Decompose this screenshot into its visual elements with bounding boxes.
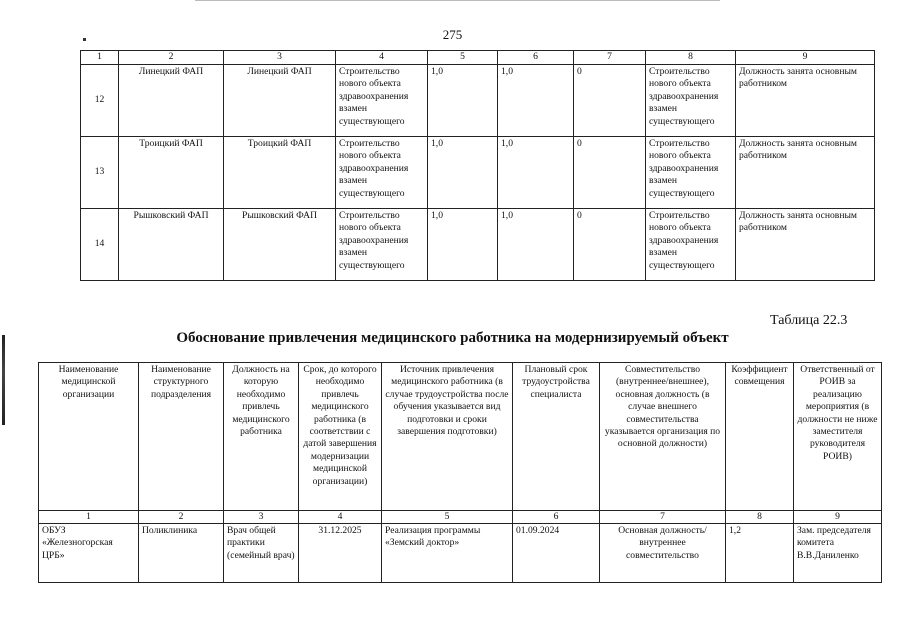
org-name: Линецкий ФАП bbox=[119, 65, 224, 137]
unit-name: Линецкий ФАП bbox=[224, 65, 336, 137]
table-row bbox=[81, 137, 875, 209]
staffing-table bbox=[38, 362, 882, 583]
column-number-row bbox=[81, 51, 875, 65]
scan-binding-mark bbox=[2, 335, 5, 425]
column-header: Наименование структурного подразделения bbox=[139, 363, 224, 511]
table-row bbox=[39, 524, 882, 583]
col-num: 3 bbox=[224, 51, 336, 65]
value-cell: 1,0 bbox=[428, 209, 498, 281]
page-number: 275 bbox=[442, 27, 463, 42]
combination-cell: Основная должность/внутреннее совместительство bbox=[600, 524, 726, 583]
row-number: 12 bbox=[81, 65, 119, 137]
value-cell: 0 bbox=[574, 209, 646, 281]
col-num: 9 bbox=[736, 51, 875, 65]
column-header: Совместительство (внутреннее/внешнее), основная должность (в случае внешнего совместительства указывается организация по основной должности) bbox=[600, 363, 726, 511]
column-number-row bbox=[39, 511, 882, 524]
col-num: 4 bbox=[299, 511, 382, 524]
header-row bbox=[39, 363, 882, 511]
col-num: 2 bbox=[139, 511, 224, 524]
status-cell: Должность занята основным работником bbox=[736, 65, 875, 137]
source-cell: Реализация программы «Земский доктор» bbox=[382, 524, 513, 583]
col-num: 6 bbox=[498, 51, 574, 65]
row-number: 13 bbox=[81, 137, 119, 209]
table-title: Обоснование привлечения медицинского работника на модернизируемый объект bbox=[176, 330, 729, 346]
col-num: 6 bbox=[513, 511, 600, 524]
value-cell: 1,0 bbox=[428, 137, 498, 209]
column-header: Коэффициент совмещения bbox=[726, 363, 794, 511]
measure-cell: Строительство нового объекта здравоохранения взамен существующего bbox=[646, 65, 736, 137]
responsible-cell: Зам. председателя комитета В.В.Даниленко bbox=[794, 524, 882, 583]
facilities-table bbox=[80, 50, 875, 281]
status-cell: Должность занята основным работником bbox=[736, 209, 875, 281]
value-cell: 1,0 bbox=[498, 137, 574, 209]
measure-cell: Строительство нового объекта здравоохранения взамен существующего bbox=[646, 209, 736, 281]
col-num: 2 bbox=[119, 51, 224, 65]
col-num: 4 bbox=[336, 51, 428, 65]
col-num: 1 bbox=[81, 51, 119, 65]
col-num: 1 bbox=[39, 511, 139, 524]
col-num: 9 bbox=[794, 511, 882, 524]
measure-cell: Строительство нового объекта здравоохранения взамен существующего bbox=[336, 209, 428, 281]
measure-cell: Строительство нового объекта здравоохранения взамен существующего bbox=[646, 137, 736, 209]
column-header: Срок, до которого необходимо привлечь медицинского работника (в соответствии с датой завершения модернизации медицинской организации) bbox=[299, 363, 382, 511]
unit-name: Рышковский ФАП bbox=[224, 209, 336, 281]
table-label: Таблица 22.3 bbox=[770, 313, 848, 328]
value-cell: 1,0 bbox=[428, 65, 498, 137]
column-header: Плановый срок трудоустройства специалиста bbox=[513, 363, 600, 511]
col-num: 7 bbox=[574, 51, 646, 65]
deadline-cell: 31.12.2025 bbox=[299, 524, 382, 583]
column-header: Источник привлечения медицинского работника (в случае трудоустройства после обучения указывается вид подготовки и сроки завершения подготовки) bbox=[382, 363, 513, 511]
col-num: 8 bbox=[646, 51, 736, 65]
col-num: 5 bbox=[428, 51, 498, 65]
org-name: Рышковский ФАП bbox=[119, 209, 224, 281]
col-num: 8 bbox=[726, 511, 794, 524]
measure-cell: Строительство нового объекта здравоохранения взамен существующего bbox=[336, 65, 428, 137]
col-num: 3 bbox=[224, 511, 299, 524]
column-header: Ответственный от РОИВ за реализацию мероприятия (в должности не ниже заместителя руководителя РОИВ) bbox=[794, 363, 882, 511]
table-row bbox=[81, 65, 875, 137]
value-cell: 0 bbox=[574, 65, 646, 137]
col-num: 5 bbox=[382, 511, 513, 524]
value-cell: 1,0 bbox=[498, 209, 574, 281]
column-header: Должность на которую необходимо привлечь медицинского работника bbox=[224, 363, 299, 511]
unit-name: Поликлиника bbox=[139, 524, 224, 583]
table-row bbox=[81, 209, 875, 281]
coefficient-cell: 1,2 bbox=[726, 524, 794, 583]
col-num: 7 bbox=[600, 511, 726, 524]
org-name: Троицкий ФАП bbox=[119, 137, 224, 209]
planned-date-cell: 01.09.2024 bbox=[513, 524, 600, 583]
status-cell: Должность занята основным работником bbox=[736, 137, 875, 209]
column-header: Наименование медицинской организации bbox=[39, 363, 139, 511]
scan-top-border bbox=[195, 0, 720, 1]
measure-cell: Строительство нового объекта здравоохранения взамен существующего bbox=[336, 137, 428, 209]
row-number: 14 bbox=[81, 209, 119, 281]
value-cell: 1,0 bbox=[498, 65, 574, 137]
position-cell: Врач общей практики (семейный врач) bbox=[224, 524, 299, 583]
org-name: ОБУЗ «Железногорская ЦРБ» bbox=[39, 524, 139, 583]
value-cell: 0 bbox=[574, 137, 646, 209]
unit-name: Троицкий ФАП bbox=[224, 137, 336, 209]
